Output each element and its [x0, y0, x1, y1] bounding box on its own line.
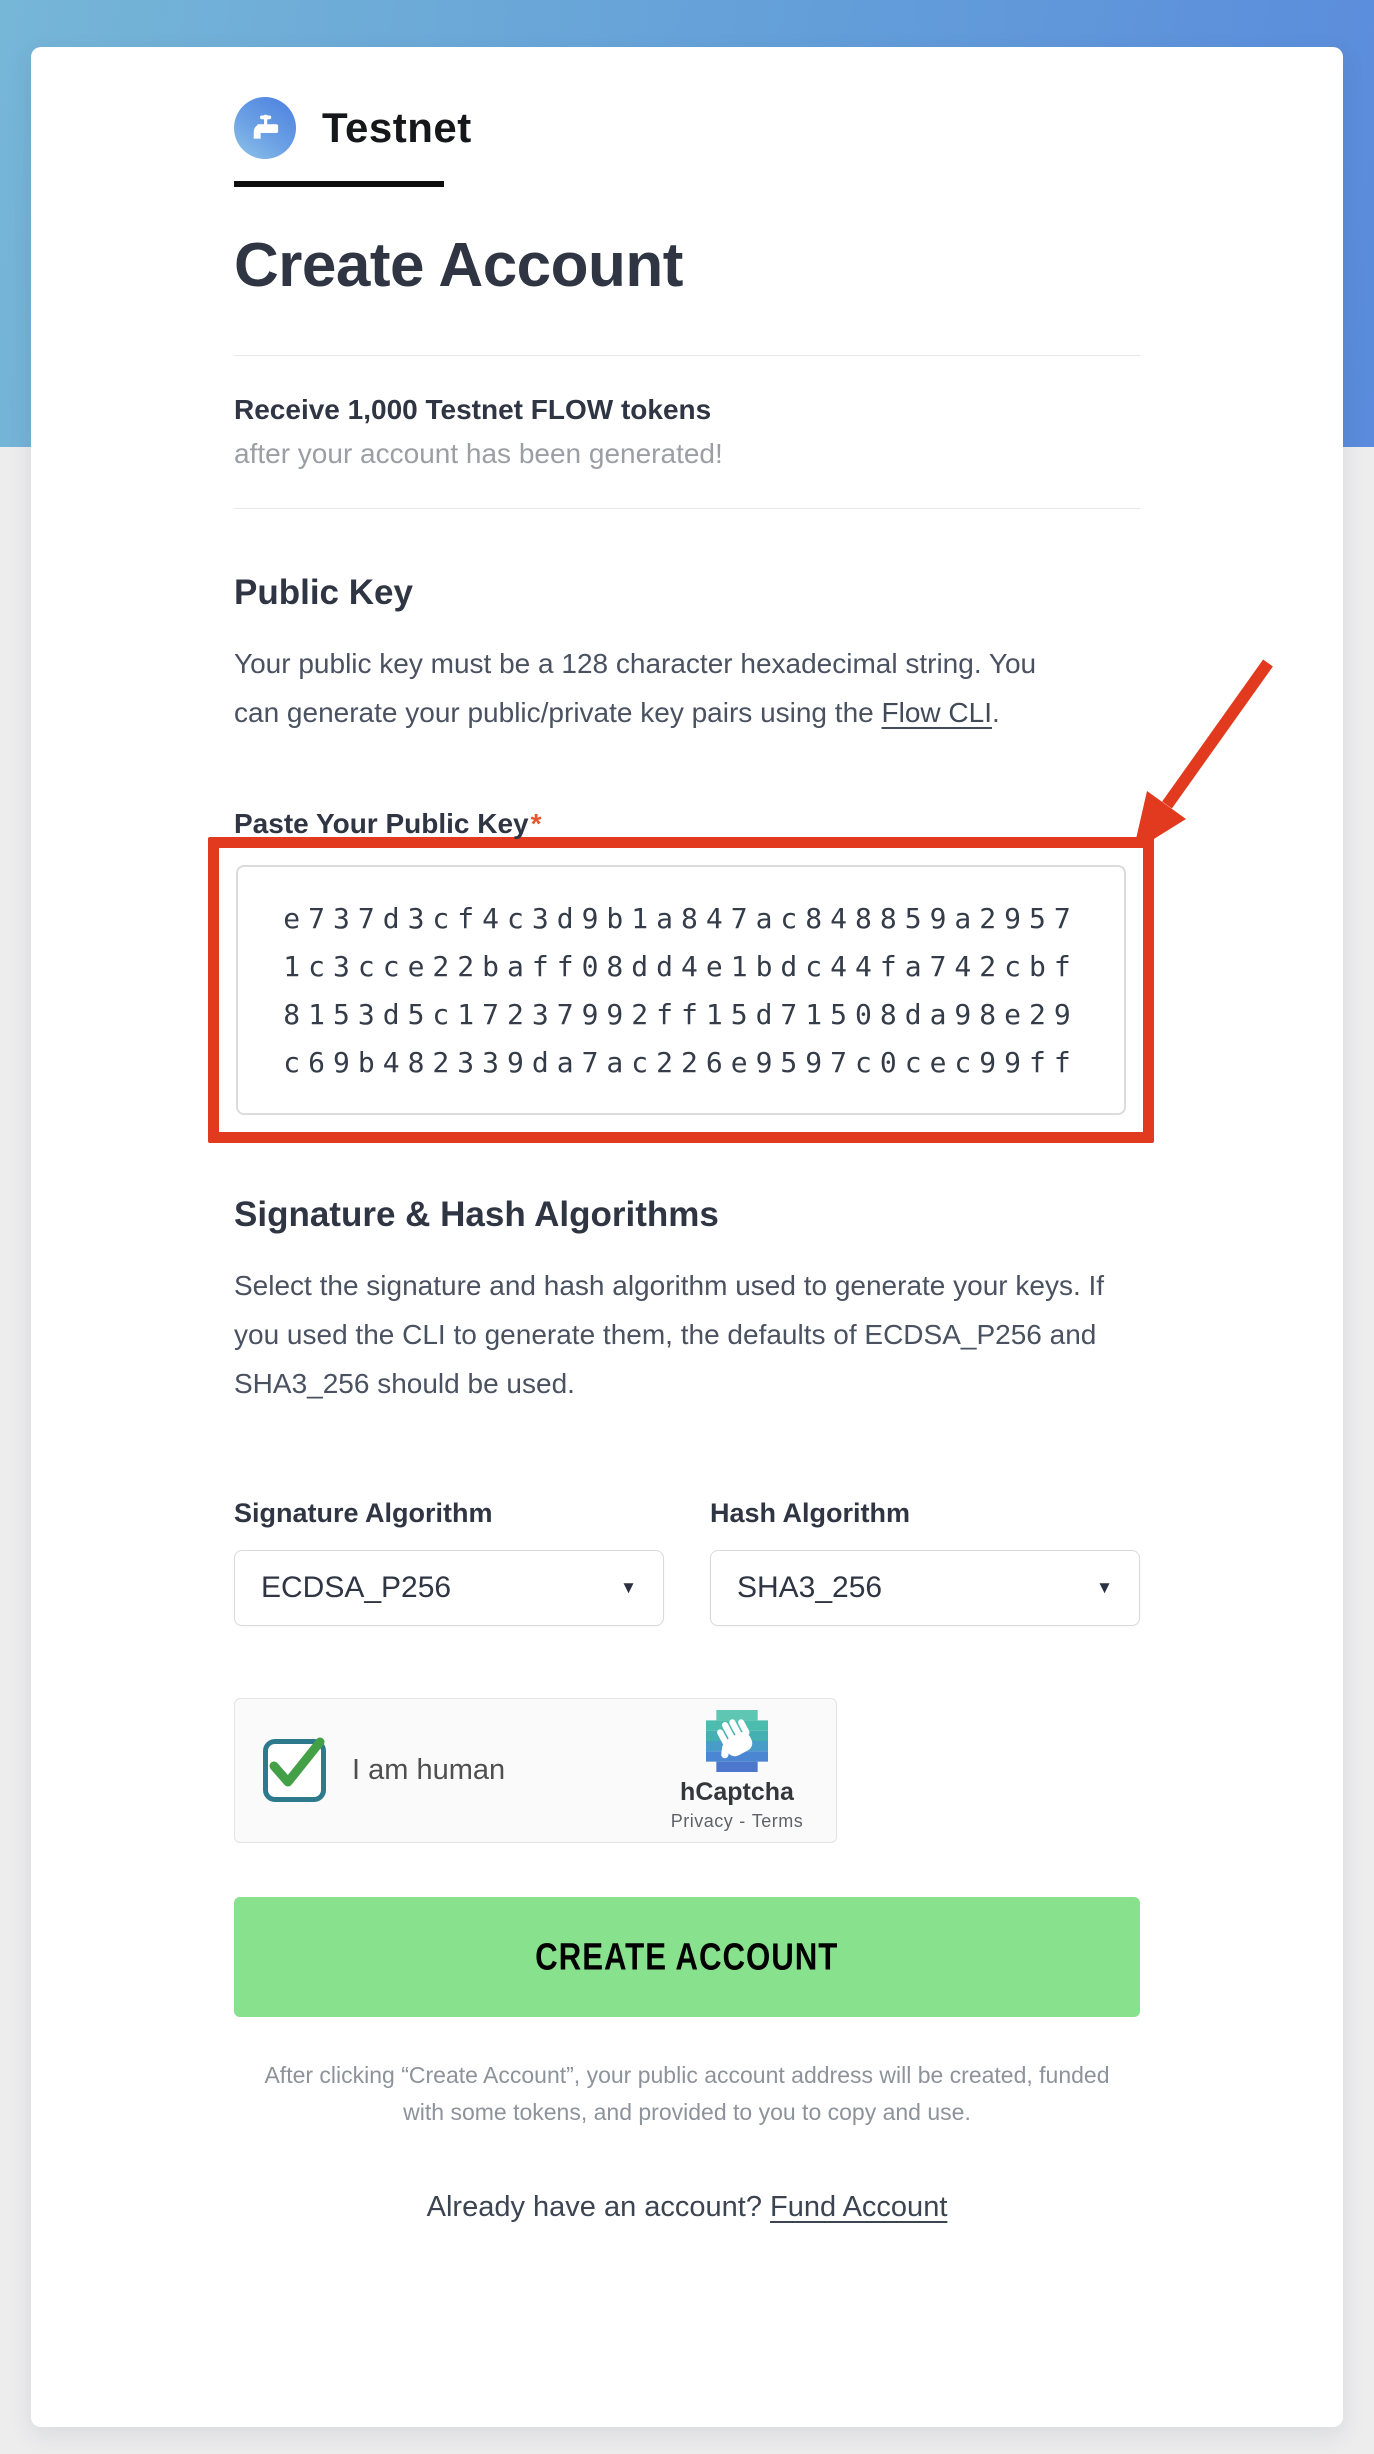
- hcaptcha-brand-name: hCaptcha: [680, 1777, 794, 1806]
- page-title: Create Account: [234, 231, 683, 300]
- hash-algorithm-group: [710, 1496, 1140, 1626]
- public-key-description: [234, 639, 1064, 737]
- fund-account-link[interactable]: Fund Account: [770, 2191, 948, 2223]
- links-separator: -: [739, 1810, 746, 1831]
- hcaptcha-brand: [662, 1710, 812, 1832]
- public-key-line: e737d3cf4c3d9b1a847ac848859a2957: [283, 902, 1079, 935]
- logo: [234, 97, 1140, 159]
- reward-banner: [234, 355, 1140, 509]
- hash-algorithm-label: Hash Algorithm: [710, 1498, 911, 1528]
- privacy-link[interactable]: Privacy: [670, 1810, 734, 1831]
- hash-algorithm-select[interactable]: [710, 1550, 1140, 1626]
- algorithm-selects-row: [234, 1496, 1140, 1626]
- hcaptcha-links: [671, 1811, 804, 1832]
- fund-prompt: Already have an account?: [426, 2191, 762, 2223]
- reward-banner-subtitle: after your account has been generated!: [234, 438, 723, 469]
- create-account-button-label: CREATE ACCOUNT: [535, 1935, 839, 1978]
- faucet-card: [31, 47, 1343, 2427]
- captcha-checkbox[interactable]: [263, 1739, 326, 1802]
- signature-algorithm-value: ECDSA_P256: [261, 1571, 452, 1604]
- signature-algorithm-label: Signature Algorithm: [234, 1498, 493, 1528]
- public-key-label: [234, 807, 1140, 841]
- terms-link[interactable]: Terms: [751, 1810, 804, 1831]
- faucet-icon: [234, 97, 296, 159]
- public-key-heading: Public Key: [234, 573, 413, 612]
- hcaptcha-widget: [234, 1698, 837, 1843]
- flow-cli-link[interactable]: Flow CLI: [881, 697, 992, 728]
- captcha-checkbox-label: I am human: [352, 1754, 506, 1786]
- submit-note: After clicking “Create Account”, your public account address will be created, funded with some tokens, and provided to you to copy and use.: [264, 2062, 1110, 2125]
- public-key-line: c69b482339da7ac226e9597c0cec99ff: [283, 1046, 1079, 1079]
- create-account-button[interactable]: [234, 1897, 1140, 2017]
- public-key-line: 1c3cce22baff08dd4e1bdc44fa742cbf: [283, 950, 1079, 983]
- signature-algorithm-group: [234, 1496, 664, 1626]
- fund-account-row: [234, 2191, 1140, 2224]
- signature-algorithm-select[interactable]: [234, 1550, 664, 1626]
- description-period: .: [991, 697, 1000, 728]
- algorithms-heading: Signature & Hash Algorithms: [234, 1195, 719, 1234]
- logo-text: Testnet: [322, 104, 472, 151]
- public-key-textarea[interactable]: [236, 865, 1126, 1115]
- logo-underline: [234, 181, 444, 187]
- chevron-down-icon: ▼: [620, 1578, 637, 1597]
- annotation-highlight-rectangle: [208, 837, 1154, 1143]
- reward-banner-title: Receive 1,000 Testnet FLOW tokens: [234, 394, 712, 425]
- required-asterisk: *: [530, 808, 542, 839]
- public-key-line: 8153d5c17237992ff15d71508da98e29: [283, 998, 1079, 1031]
- description-text: Your public key must be a 128 character hexadecimal string. You can generate your public/private key pairs using the: [234, 648, 1037, 728]
- hash-algorithm-value: SHA3_256: [737, 1571, 883, 1604]
- chevron-down-icon: ▼: [1096, 1578, 1113, 1597]
- public-key-label-text: Paste Your Public Key: [234, 808, 529, 839]
- algorithms-description: Select the signature and hash algorithm used to generate your keys. If you used the CLI to generate them, the defaults of ECDSA_P256 and SHA3_256 should be used.: [234, 1270, 1105, 1399]
- hcaptcha-logo-icon: [706, 1710, 768, 1772]
